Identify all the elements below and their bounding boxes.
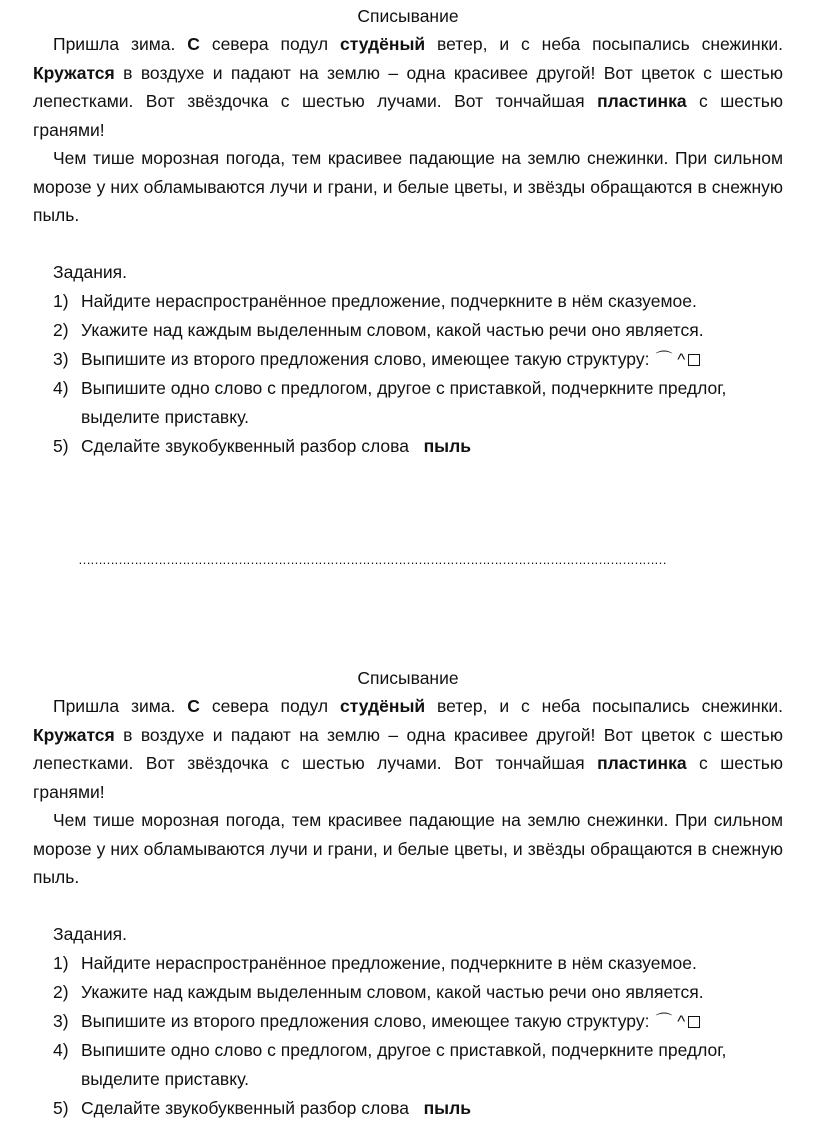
root-arc-icon: ⌒ [655, 349, 673, 369]
text-run: севера подул [199, 696, 340, 716]
suffix-caret-icon: ^ [677, 1011, 686, 1031]
text-run: ветер, и с неба посыпались снежинки. [425, 696, 783, 716]
task-5 [33, 432, 783, 461]
ending-box-icon [688, 354, 700, 366]
task-number: 2) [53, 319, 69, 340]
task-5 [33, 1094, 783, 1123]
text-run: с шестью гранями! [33, 91, 783, 140]
text-run: ветер, и с неба посыпались снежинки. [425, 34, 783, 54]
worksheet-title: Списывание [357, 6, 459, 26]
task-1 [33, 287, 783, 316]
highlighted-word: пластинка [597, 91, 687, 111]
tasks-heading: Задания. [53, 923, 128, 944]
task-text: Укажите над каждым выделенным словом, какой частью речи оно является. [81, 319, 704, 340]
task-4 [33, 1036, 783, 1094]
task-2 [33, 316, 783, 345]
text-paragraph-2: Чем тише морозная погода, тем красивее падающие на землю снежинки. При сильном морозе у них обламываются лучи и грани, и белые цветы, и звёзды обращаются в снежную пыль. [33, 810, 783, 887]
task-number: 1) [53, 952, 69, 973]
text-paragraph-2: Чем тише морозная погода, тем красивее падающие на землю снежинки. При сильном морозе у них обламываются лучи и грани, и белые цветы, и звёзды обращаются в снежную пыль. [33, 148, 783, 225]
task-number: 1) [53, 290, 69, 311]
task-text: Выпишите из второго предложения слово, имеющее такую структуру: [81, 348, 650, 369]
task-number: 5) [53, 1097, 69, 1118]
task-5-word: пыль [423, 435, 471, 456]
text-run: Пришла зима. [53, 34, 188, 54]
text-run: севера подул [199, 34, 340, 54]
task-text: Найдите нераспространённое предложение, подчеркните в нём сказуемое. [81, 290, 697, 311]
task-number: 3) [53, 348, 69, 369]
task-3 [33, 1007, 783, 1036]
highlighted-word: Кружатся [33, 62, 115, 83]
morpheme-scheme [655, 1007, 700, 1036]
task-number: 4) [53, 377, 69, 398]
text-paragraph-1 [33, 30, 783, 144]
text-run: с шестью гранями! [33, 753, 783, 802]
task-number: 4) [53, 1039, 69, 1060]
highlighted-word: студёный [340, 696, 426, 716]
root-arc-icon: ⌒ [655, 1011, 673, 1031]
task-text: Выпишите из второго предложения слово, имеющее такую структуру: [81, 1010, 650, 1031]
task-number: 3) [53, 1010, 69, 1031]
task-2 [33, 978, 783, 1007]
text-run: в воздухе и падают на землю – одна красивее другой! Вот цветок с шестью лепестками. Вот звёздочка с шестью лучами. Вот тончайшая [33, 724, 783, 773]
tasks-list [33, 949, 783, 1123]
task-4 [33, 374, 783, 432]
tasks-list [33, 287, 783, 461]
worksheet-copy-1 [33, 2, 783, 461]
text-run: в воздухе и падают на землю – одна красивее другой! Вот цветок с шестью лепестками. Вот звёздочка с шестью лучами. Вот тончайшая [33, 62, 783, 111]
suffix-caret-icon: ^ [677, 349, 686, 369]
task-text: Сделайте звукобуквенный разбор слова [81, 1097, 409, 1118]
task-text: Сделайте звукобуквенный разбор слова [81, 435, 409, 456]
task-text: Выпишите одно слово с предлогом, другое с приставкой, подчеркните предлог, выделите приставку. [81, 377, 727, 427]
highlighted-word: студёный [340, 34, 426, 54]
task-number: 2) [53, 981, 69, 1002]
cut-line-separator: ………………………………………………………………………………………………………………………………… [78, 552, 666, 567]
highlighted-word: Кружатся [33, 724, 115, 745]
highlighted-word: С [187, 34, 200, 54]
highlighted-word: С [187, 696, 200, 716]
task-text: Укажите над каждым выделенным словом, какой частью речи оно является. [81, 981, 704, 1002]
highlighted-word: пластинка [597, 753, 687, 773]
task-number: 5) [53, 435, 69, 456]
morpheme-scheme [655, 345, 700, 374]
worksheet-copy-2 [33, 664, 783, 1123]
task-1 [33, 949, 783, 978]
text-paragraph-1 [33, 692, 783, 806]
task-text: Выпишите одно слово с предлогом, другое с приставкой, подчеркните предлог, выделите приставку. [81, 1039, 727, 1089]
task-text: Найдите нераспространённое предложение, подчеркните в нём сказуемое. [81, 952, 697, 973]
ending-box-icon [688, 1016, 700, 1028]
task-5-word: пыль [423, 1097, 471, 1118]
task-3 [33, 345, 783, 374]
text-run: Пришла зима. [53, 696, 188, 716]
worksheet-title: Списывание [357, 668, 459, 688]
tasks-heading: Задания. [53, 261, 128, 282]
